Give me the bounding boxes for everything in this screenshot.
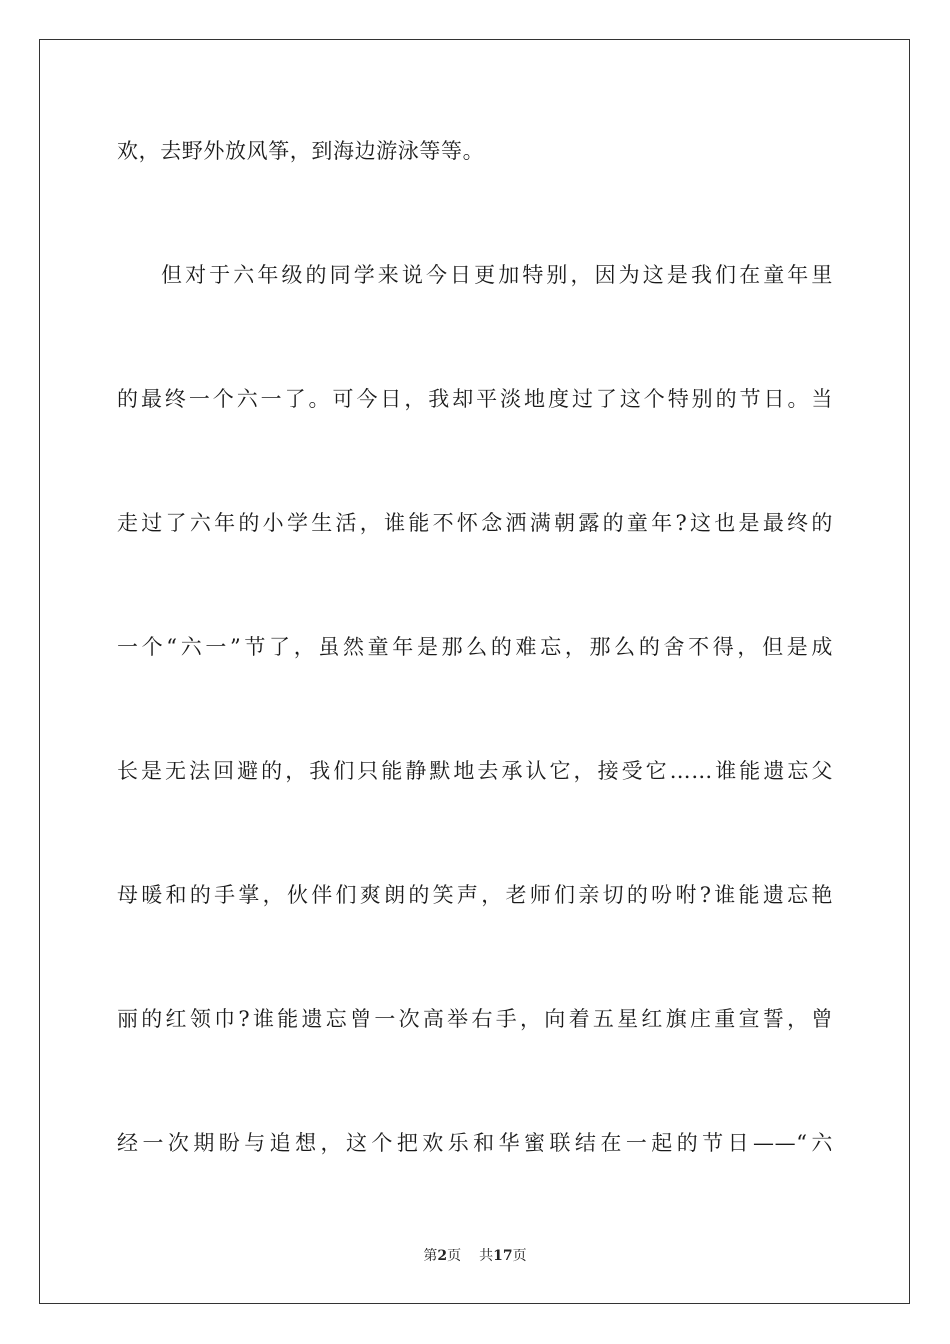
- page-suffix: 页: [447, 1248, 462, 1264]
- text-line-9: 经一次期盼与追想，这个把欢乐和华蜜联结在一起的节日——“六: [117, 1131, 833, 1155]
- text-line-8: 丽的红领巾?谁能遗忘曾一次高举右手，向着五星红旗庄重宣誓，曾: [117, 1007, 833, 1031]
- text-line-2: 但对于六年级的同学来说今日更加特别，因为这是我们在童年里: [161, 263, 833, 287]
- total-prefix: 共: [479, 1248, 494, 1264]
- page-prefix: 第: [423, 1248, 438, 1264]
- text-line-4: 走过了六年的小学生活，谁能不怀念洒满朝露的童年?这也是最终的: [117, 511, 833, 535]
- text-line-6: 长是无法回避的，我们只能静默地去承认它，接受它……谁能遗忘父: [117, 759, 833, 783]
- page-footer: [0, 1246, 950, 1266]
- total-pages: 17: [493, 1248, 513, 1264]
- page-border: [39, 39, 910, 1304]
- page-number: 2: [437, 1248, 448, 1264]
- total-suffix: 页: [512, 1248, 527, 1264]
- text-line-3: 的最终一个六一了。可今日，我却平淡地度过了这个特别的节日。当: [117, 387, 833, 411]
- text-line-7: 母暖和的手掌，伙伴们爽朗的笑声，老师们亲切的吩咐?谁能遗忘艳: [117, 883, 833, 907]
- text-line-5: 一个“六一”节了，虽然童年是那么的难忘，那么的舍不得，但是成: [117, 635, 833, 659]
- text-line-1: 欢，去野外放风筝，到海边游泳等等。: [117, 139, 485, 163]
